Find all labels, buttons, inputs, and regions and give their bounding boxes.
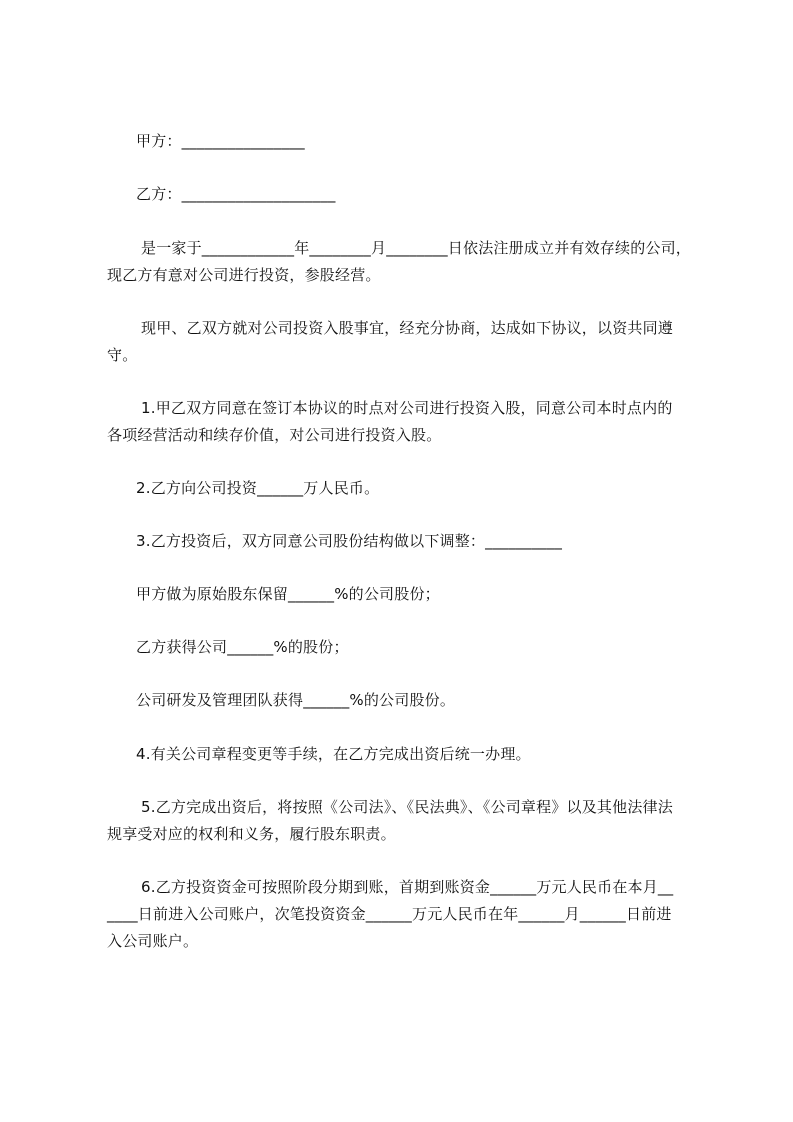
paragraph-intro-line-1: 是一家于____________年________月________日依法注册成立并有效存续的公司，	[141, 239, 692, 257]
party-a-line: 甲方：________________	[136, 132, 305, 150]
paragraph-intro-line-2: 现乙方有意对公司进行投资，参股经营。	[107, 266, 381, 284]
clause-6-line-3: 入公司账户。	[107, 932, 199, 950]
paragraph-consensus-line-1: 现甲、乙双方就对公司投资入股事宜，经充分协商，达成如下协议，以资共同遵	[141, 319, 674, 337]
clause-6-line-2: ____日前进入公司账户，次笔投资资金______万元人民币在年______月______日前进	[107, 905, 672, 923]
party-a-share-line: 甲方做为原始股东保留______%的公司股份；	[136, 585, 440, 603]
clause-2-line: 2.乙方向公司投资______万人民币。	[136, 479, 380, 497]
clause-1-line-1: 1.甲乙双方同意在签订本协议的时点对公司进行投资入股，同意公司本时点内的	[141, 399, 673, 417]
team-share-line: 公司研发及管理团队获得______%的公司股份。	[136, 691, 456, 709]
clause-4-line: 4.有关公司章程变更等手续，在乙方完成出资后统一办理。	[136, 745, 531, 763]
clause-3-line: 3.乙方投资后，双方同意公司股份结构做以下调整：__________	[136, 532, 563, 550]
clause-6-line-1: 6.乙方投资资金可按照阶段分期到账，首期到账资金______万元人民币在本月__	[141, 878, 674, 896]
clause-5-line-1: 5.乙方完成出资后，将按照《公司法》、《民法典》、《公司章程》以及其他法律法	[141, 798, 673, 816]
clause-5-line-2: 规享受对应的权利和义务，履行股东职责。	[107, 825, 396, 843]
clause-1-line-2: 各项经营活动和续存价值，对公司进行投资入股。	[107, 426, 442, 444]
party-b-line: 乙方：____________________	[136, 185, 336, 203]
party-b-share-line: 乙方获得公司______%的股份；	[136, 638, 349, 656]
paragraph-consensus-line-2: 守。	[107, 346, 138, 364]
